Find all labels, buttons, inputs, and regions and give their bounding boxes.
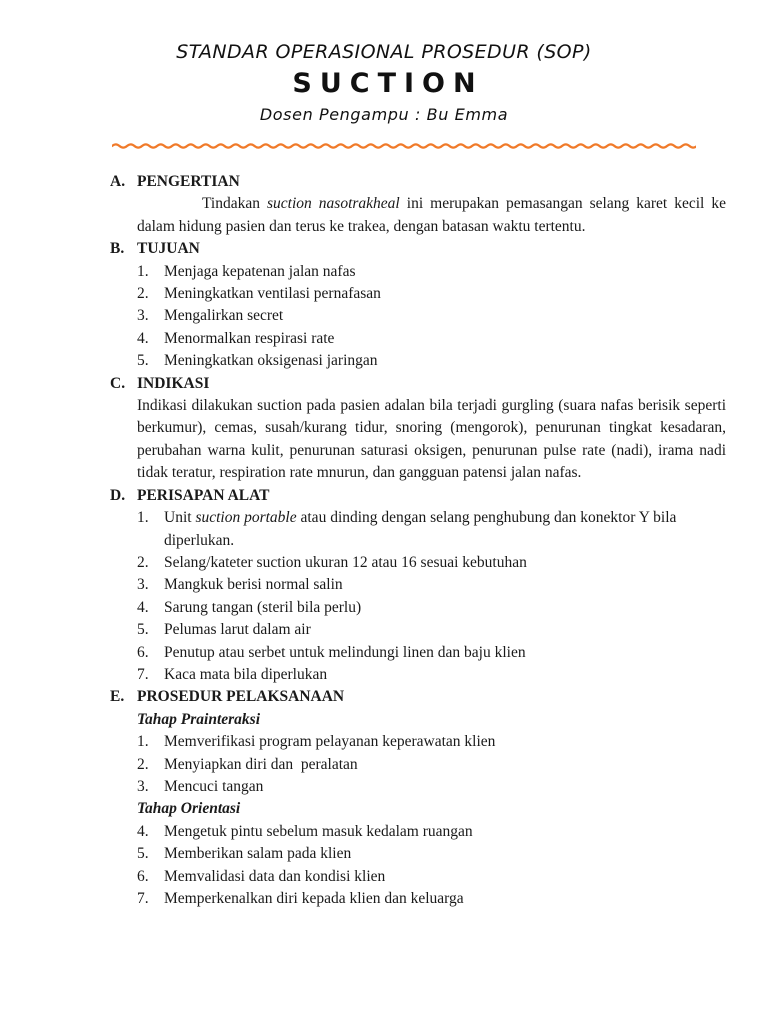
item-number: 5. (137, 352, 149, 370)
item-text: Pelumas larut dalam air (164, 621, 311, 639)
item-text: Selang/kateter suction ukuran 12 atau 16 sesuai kebutuhan (164, 553, 527, 571)
item-number: 5. (137, 621, 149, 639)
section-title: PERISAPAN ALAT (137, 486, 270, 504)
item-number: 6. (137, 867, 149, 885)
item-text: Mencuci tangan (164, 777, 264, 795)
list-item (137, 261, 726, 283)
item-number: 6. (137, 643, 149, 661)
section-heading-pengertian (110, 171, 726, 193)
section-title: PROSEDUR PELAKSANAAN (137, 688, 345, 706)
list-item (137, 328, 726, 350)
item-number: 2. (137, 553, 149, 571)
list-item (137, 350, 726, 372)
section-title: TUJUAN (137, 240, 200, 258)
item-number: 7. (137, 665, 149, 683)
list-item (137, 552, 726, 574)
item-text-part: atau dinding dengan selang penghubung dan konektor Y bila diperlukan. (164, 509, 677, 549)
item-number: 4. (137, 329, 149, 347)
item-number: 3. (137, 307, 149, 325)
list-item (137, 731, 726, 753)
phase-heading-prainteraksi: Tahap Prainteraksi (137, 710, 261, 728)
section-letter: D. (110, 486, 126, 504)
pengertian-paragraph (137, 193, 726, 238)
paragraph-text: Tindakan (202, 195, 268, 213)
item-number: 1. (137, 733, 149, 751)
item-text: Menormalkan respirasi rate (164, 329, 335, 347)
list-item (137, 888, 726, 910)
item-number: 1. (137, 509, 149, 527)
item-number: 1. (137, 262, 149, 280)
list-item (137, 283, 726, 305)
list-item (137, 619, 726, 641)
list-item (137, 574, 726, 596)
item-text: Sarung tangan (steril bila perlu) (164, 598, 362, 616)
list-item (137, 305, 726, 327)
section-title: PENGERTIAN (137, 173, 240, 190)
item-text: Mengetuk pintu sebelum masuk kedalam ruangan (164, 822, 473, 840)
list-item (137, 866, 726, 888)
list-item (137, 642, 726, 664)
section-heading-prosedur (110, 686, 726, 708)
lecturer-line: Dosen Pengampu : Bu Emma (259, 105, 509, 124)
list-item (137, 843, 726, 865)
item-text: Kaca mata bila diperlukan (164, 665, 328, 683)
item-text: Mangkuk berisi normal salin (164, 576, 343, 594)
list-item (137, 821, 726, 843)
item-emphasis: suction portable (195, 509, 297, 527)
indikasi-paragraph: Indikasi dilakukan suction pada pasien adalan bila terjadi gurgling (suara nafas berisik seperti berkumur), cemas, susah/kurang tidur, snoring (mengorok), penurunan tingkat kesadaran, perubahan warna kulit, penurunan saturasi oksigen, penurunan pulse rate (nadi), irama nadi tidak teratur, respiration rate mnurun, dan gangguan patensi jalan nafas. (137, 397, 726, 482)
item-text-part: Unit (164, 509, 196, 527)
wave-line (112, 144, 696, 147)
item-number: 2. (137, 285, 149, 303)
item-text: Memvalidasi data dan kondisi klien (164, 867, 386, 885)
list-item (137, 754, 726, 776)
paragraph-emphasis: suction nasotrakheal (267, 195, 400, 213)
section-letter: A. (110, 173, 126, 190)
item-text (164, 507, 726, 552)
item-number: 4. (137, 822, 149, 840)
item-number: 3. (137, 576, 149, 594)
item-text: Memperkenalkan diri kepada klien dan keluarga (164, 890, 464, 907)
item-text: Penutup atau serbet untuk melindungi linen dan baju klien (164, 643, 526, 661)
section-letter: E. (110, 688, 125, 706)
item-number: 7. (137, 890, 149, 907)
paragraph-text: ini merupakan pemasangan selang karet kecil ke dalam hidung pasien dan terus ke trakea, dengan batasan waktu tertentu. (137, 195, 727, 235)
section-letter: C. (110, 374, 126, 392)
item-text: Memverifikasi program pelayanan keperawatan klien (164, 733, 496, 751)
document-body (110, 171, 726, 910)
list-item (137, 597, 726, 619)
item-number: 4. (137, 598, 149, 616)
list-item (137, 664, 726, 686)
item-number: 5. (137, 845, 149, 863)
section-heading-tujuan (110, 238, 726, 260)
section-heading-indikasi (110, 373, 726, 395)
section-heading-persiapan-alat (110, 485, 726, 507)
item-text: Memberikan salam pada klien (164, 845, 352, 863)
item-number: 2. (137, 755, 149, 773)
item-text: Menjaga kepatenan jalan nafas (164, 262, 356, 280)
list-item (137, 776, 726, 798)
item-text: Meningkatkan ventilasi pernafasan (164, 285, 381, 303)
item-text: Mengalirkan secret (164, 307, 284, 325)
section-letter: B. (110, 240, 125, 258)
document-title: STANDAR OPERASIONAL PROSEDUR (SOP) (176, 41, 592, 63)
document-subject: SUCTION (292, 68, 484, 99)
list-item (137, 507, 726, 552)
item-text: Menyiapkan diri dan peralatan (164, 755, 358, 773)
item-text: Meningkatkan oksigenasi jaringan (164, 352, 378, 370)
document-header (0, 38, 768, 128)
phase-heading-orientasi: Tahap Orientasi (137, 800, 241, 818)
decorative-wave-divider (112, 138, 696, 154)
item-number: 3. (137, 777, 149, 795)
section-title: INDIKASI (137, 374, 210, 392)
